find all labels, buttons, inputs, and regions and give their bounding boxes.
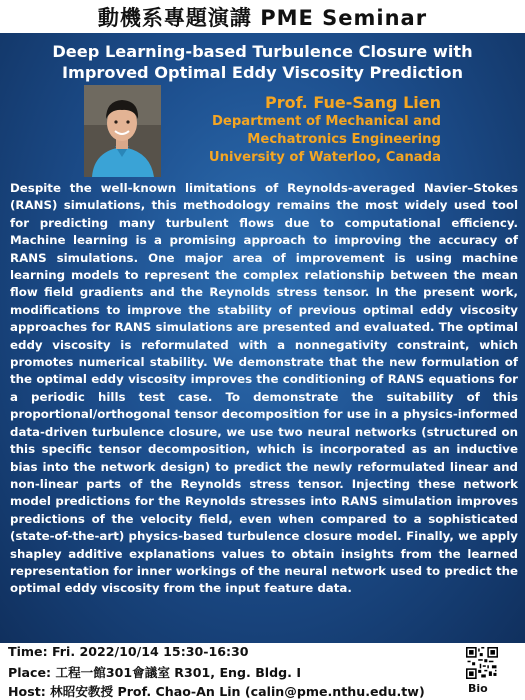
speaker-department-line2: Mechatronics Engineering xyxy=(247,132,441,147)
speaker-info xyxy=(209,93,441,167)
talk-title: Deep Learning-based Turbulence Closure with Improved Optimal Eddy Viscosity Prediction xyxy=(52,42,473,82)
speaker-university: University of Waterloo, Canada xyxy=(208,150,441,165)
qr-code-icon[interactable] xyxy=(466,647,498,679)
event-host: Host: 林昭安教授 Prof. Chao-An Lin (calin@pme.nthu.edu.tw) xyxy=(8,684,425,699)
speaker-department-line1: Department of Mechanical and xyxy=(211,114,441,129)
event-place: Place: 工程一館301會議室 R301, Eng. Bldg. I xyxy=(8,665,302,680)
abstract-text: Despite the well-known limitations of Reynolds-averaged Navier–Stokes (RANS) simulations, this methodology remains the most widely used tool for predicting many turbulent flows due to computational efficiency. Machine learning is a promising approach to improving the accuracy of RANS simulations. One major area of improvement is using machine learning models to represent the complex relationship between the mean flow field gradients and the Reynolds stress tensor. In the present work, modifications to improve the stability of previous optimal eddy viscosity approaches for RANS simulations are presented and evaluated. The optimal eddy viscosity is reformulated with a nonnegativity constraint, which promotes numerical stability. We demonstrate that the new formulation of the optimal eddy viscosity improves the conditioning of RANS equations for a periodic hills test case. To demonstrate the suitability of this proportional/orthogonal tensor decomposition for use in a physics-informed data-driven turbulence closure, we use two neural networks (structured on this specific tensor decomposition, which is incorporated as an inductive bias into the network design) to predict the newly reformulated linear and non-linear parts of the Reynolds stress tensor. Injecting these network model predictions for the Reynolds stresses into RANS simulation improves predictions of the velocity field, even when compared to a sophisticated (state-of-the-art) physics-based turbulence closure model. Finally, we apply shapley additive explanations values to obtain insights from the learned representation for inner workings of the neural network used to predict the optimal eddy viscosity from the input feature data. xyxy=(10,181,518,596)
content-panel xyxy=(0,33,525,643)
header-bar xyxy=(0,0,525,33)
event-time: Time: Fri. 2022/10/14 15:30-16:30 xyxy=(8,644,249,659)
speaker-photo xyxy=(84,85,161,177)
speaker-name: Prof. Fue-Sang Lien xyxy=(264,93,441,112)
seminar-title: 動機系專題演講 PME Seminar xyxy=(97,5,428,30)
event-details xyxy=(0,643,525,700)
bio-label[interactable]: Bio xyxy=(468,682,488,695)
speaker-portrait-icon xyxy=(84,85,161,177)
